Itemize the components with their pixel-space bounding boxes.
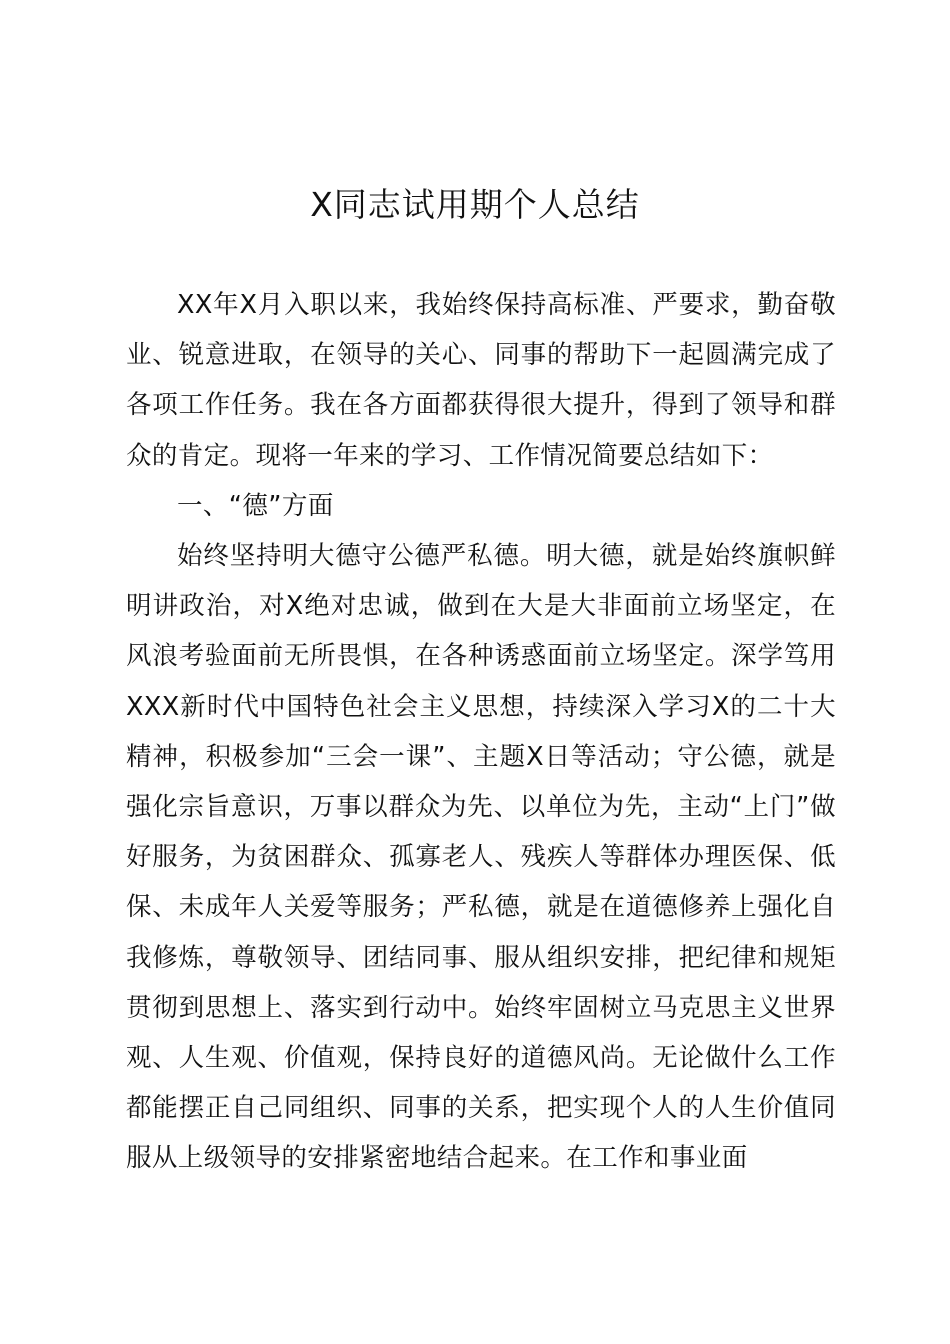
section-heading-de: 一、“德”方面 [177, 490, 334, 521]
document-title: X同志试用期个人总结 [310, 185, 640, 224]
document-body [126, 280, 836, 1184]
intro-paragraph: XX年X月入职以来，我始终保持高标准、严要求，勤奋敬业、锐意进取，在领导的关心、同事的帮助下一起圆满完成了各项工作任务。我在各方面都获得很大提升，得到了领导和群众的肯定。现将一年来的学习、工作情况简要总结如下： [126, 290, 836, 471]
section-paragraph-de: 始终坚持明大德守公德严私德。明大德，就是始终旗帜鲜明讲政治，对X绝对忠诚，做到在大是大非面前立场坚定，在风浪考验面前无所畏惧，在各种诱惑面前立场坚定。深学笃用XXX新时代中国特色社会主义思想，持续深入学习X的二十大精神，积极参加“三会一课”、主题X日等活动；守公德，就是强化宗旨意识，万事以群众为先、以单位为先，主动“上门”做好服务，为贫困群众、孤寡老人、残疾人等群体办理医保、低保、未成年人关爱等服务；严私德，就是在道德修养上强化自我修炼，尊敬领导、团结同事、服从组织安排，把纪律和规矩贯彻到思想上、落实到行动中。始终牢固树立马克思主义世界观、人生观、价值观，保持良好的道德风尚。无论做什么工作都能摆正自己同组织、同事的关系，把实现个人的人生价值同服从上级领导的安排紧密地结合起来。在工作和事业面 [126, 541, 836, 1174]
